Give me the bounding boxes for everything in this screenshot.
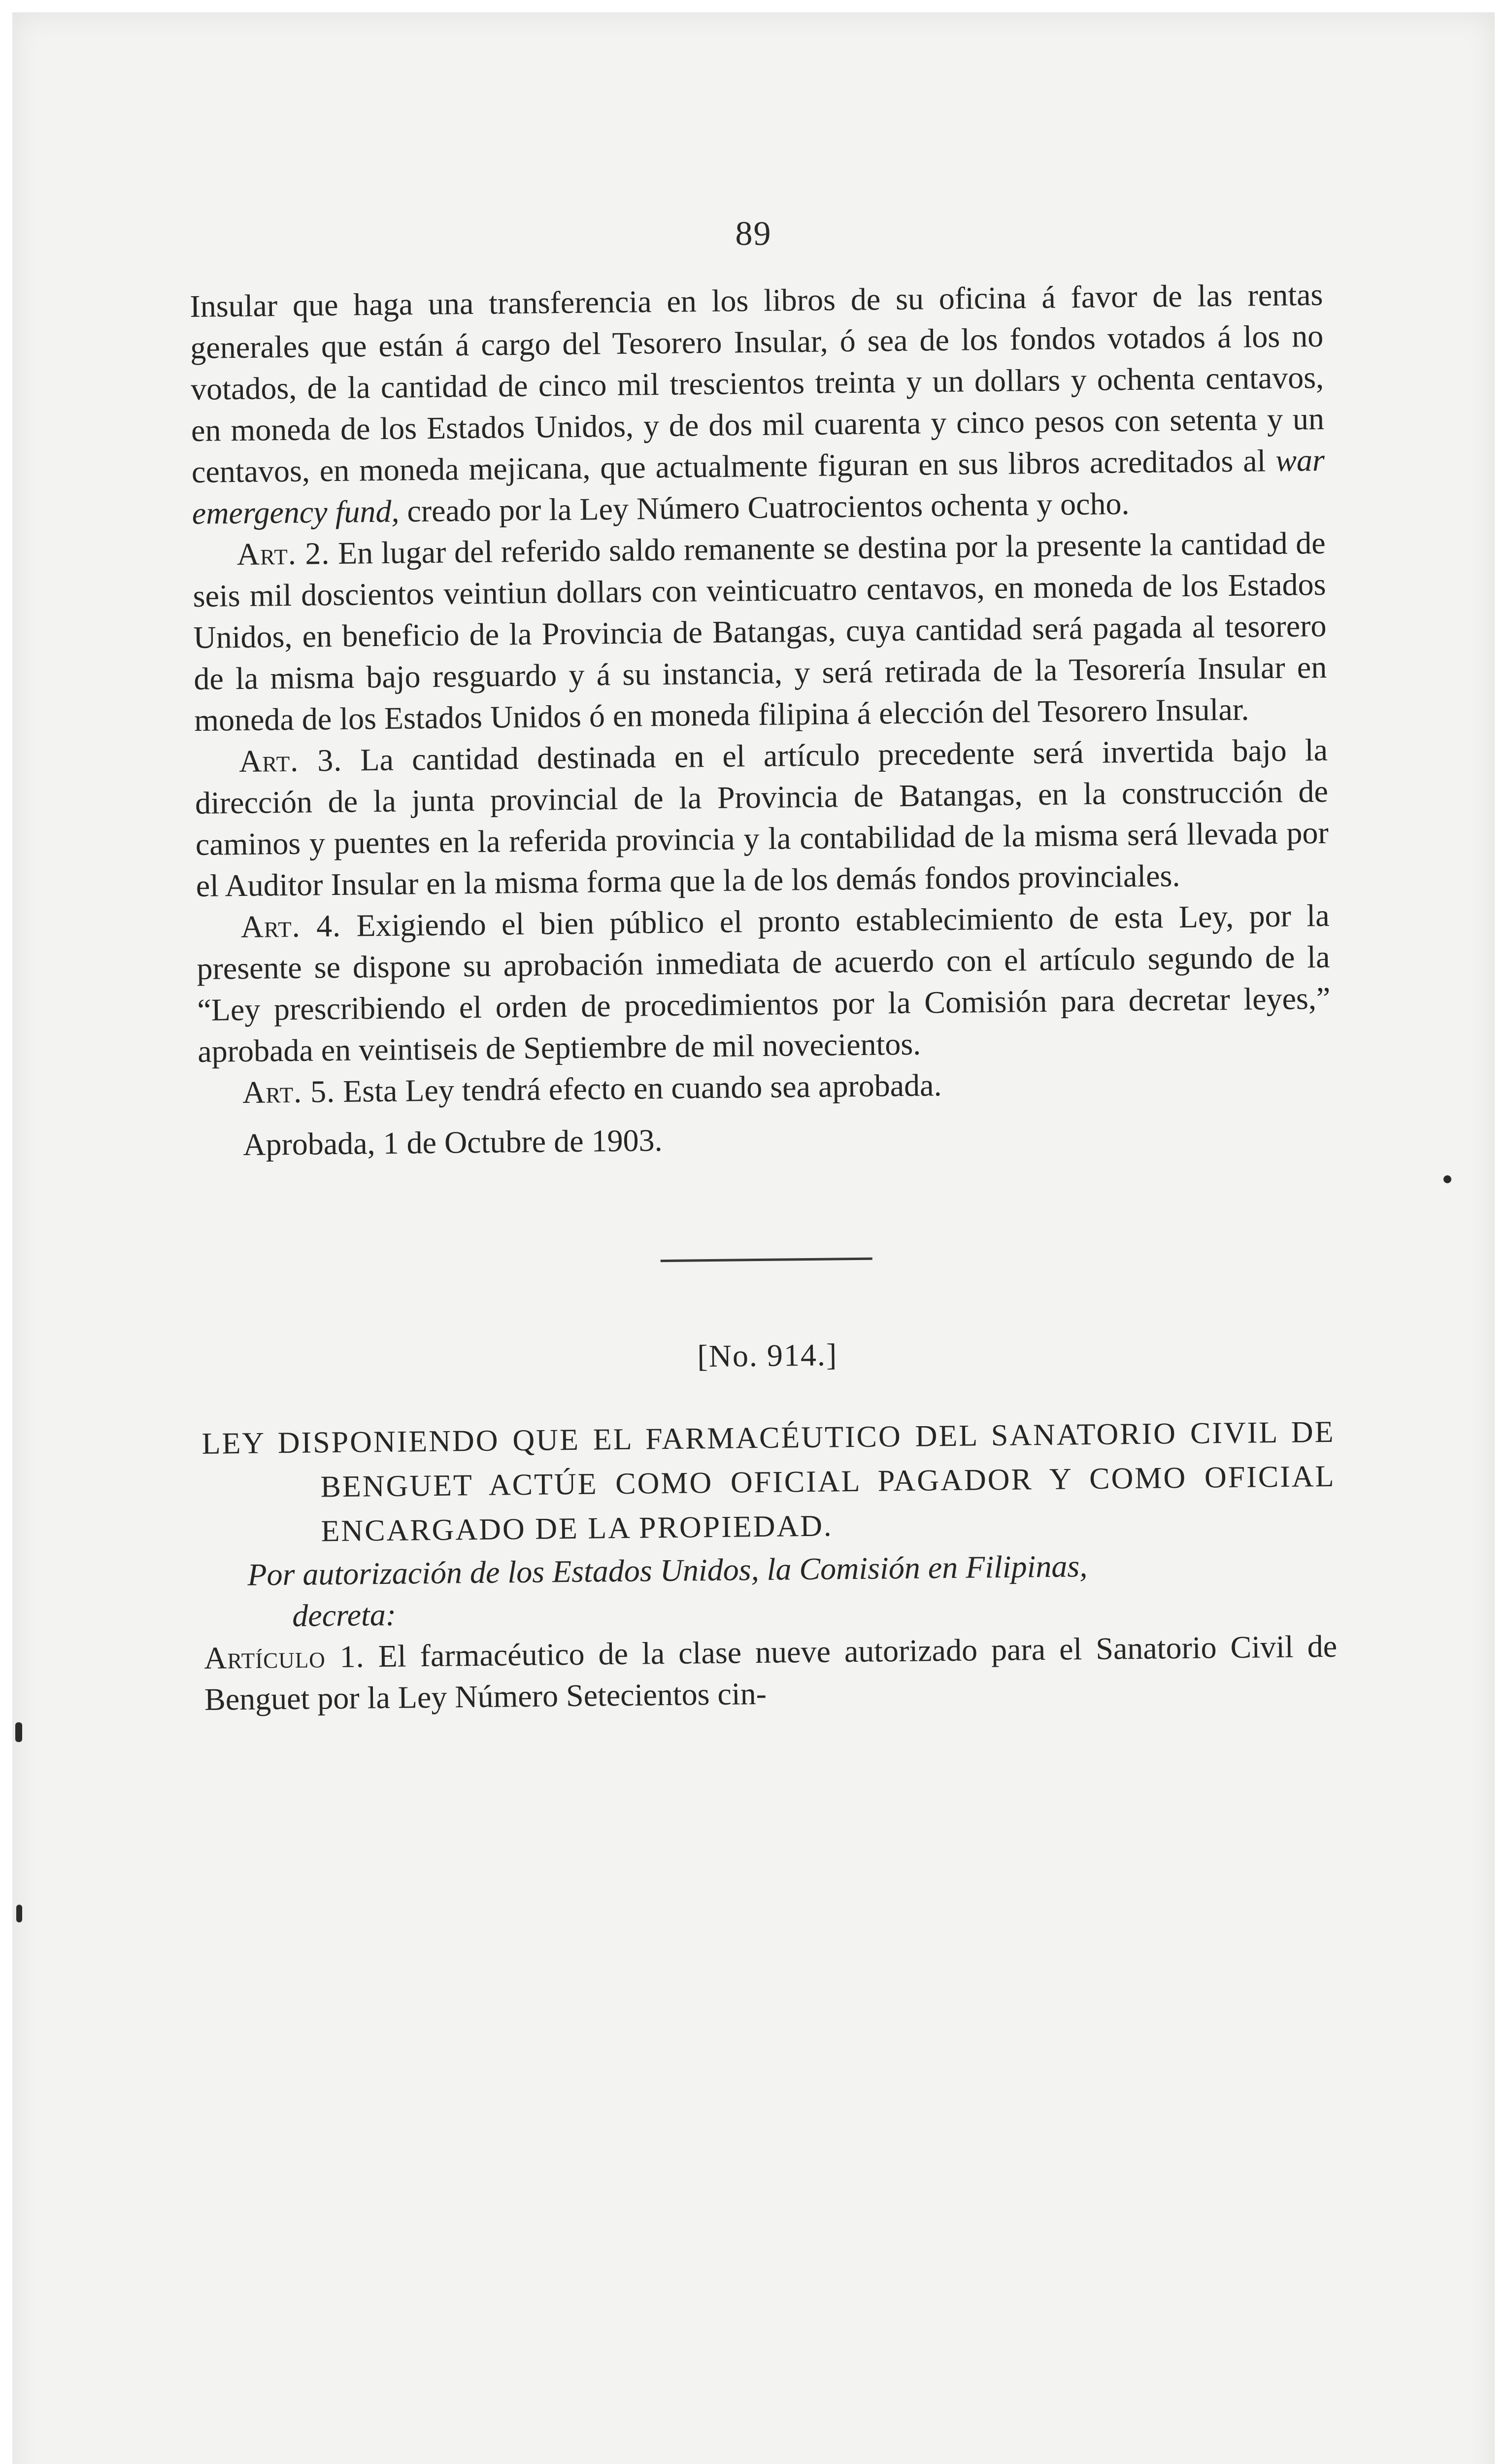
scan-speck	[16, 1905, 22, 1922]
article-label: Artículo 1.	[203, 1639, 365, 1676]
scan-speck	[1443, 1175, 1451, 1183]
article-text: Exigiendo el bien público el pronto establecimiento de esta Ley, por la presente se dispone su aprobación inmediata de acuerdo con el artículo segundo de la “Ley prescribiendo el orden de procedimientos por la Comisión para decretar leyes,” aprobada en veintiseis de Septiembre de mil novecientos.	[197, 897, 1331, 1069]
paragraph-continuation	[190, 274, 1325, 534]
article-text: En lugar del referido saldo remanente se destina por la presente la cantidad de seis mil doscientos veintiun dollars con veinticuatro centavos, en moneda de los Estados Unidos, en beneficio de la Provincia de Batangas, cuya cantidad será pagada al tesorero de la misma bajo resguardo y á su instancia, y será retirada de la Tesorería Insular en moneda de los Estados Unidos ó en moneda filipina á elección del Tesorero Insular.	[193, 525, 1327, 738]
enacting-clause-text: Por autorización de los Estados Unidos, la Comisión en Filipinas,	[247, 1548, 1088, 1592]
enacting-clause	[203, 1543, 1337, 1638]
paragraph-text: Insular que haga una transferencia en los libros de su oficina á favor de las rentas generales que están á cargo del Tesorero Insular, ó sea de los fondos votados á los no votados, de la cantidad de cinco mil trescientos treinta y un dollars y ochenta centavos, en moneda de los Estados Unidos, y de dos mil cuarenta y cinco pesos con setenta y un centavos, en moneda mejicana, que actualmente figuran en sus libros acreditados al	[190, 276, 1325, 489]
law-article-1	[204, 1626, 1338, 1720]
article-label: Art. 2.	[236, 536, 330, 572]
article-4	[196, 895, 1331, 1072]
document-page	[12, 12, 1495, 2464]
paragraph-text-end: creado por la Ley Número Cuatrocientos ochenta y ocho.	[406, 486, 1130, 529]
law-number: [No. 914.]	[697, 1337, 838, 1374]
scan-speck	[15, 1722, 22, 1742]
article-3	[195, 729, 1329, 907]
article-label: Art. 5.	[242, 1074, 335, 1110]
article-label: Art. 3.	[238, 742, 342, 779]
article-label: Art. 4.	[240, 908, 341, 944]
section-divider	[661, 1258, 872, 1263]
article-text: Esta Ley tendrá efecto en cuando sea aprobada.	[342, 1067, 942, 1109]
italic-term: war emergency fund,	[192, 442, 1325, 531]
law-title: LEY DISPONIENDO QUE EL FARMACÉUTICO DEL SANATORIO CIVIL DE BENGUET ACTÚE COMO OFICIAL PAGADOR Y COMO OFICIAL ENCARGADO DE LA PROPIEDAD.	[201, 1415, 1336, 1548]
article-2	[192, 522, 1327, 741]
approval-date: Aprobada, 1 de Octubre de 1903.	[242, 1123, 663, 1162]
article-text: El farmacéutico de la clase nueve autorizado para el Sanatorio Civil de Benguet por la Ley Número Setecientos cin-	[204, 1628, 1338, 1717]
enacting-clause-end: decreta:	[292, 1597, 397, 1633]
document-body	[190, 274, 1338, 1720]
article-text: La cantidad destinada en el artículo precedente será invertida bajo la dirección de la junta provincial de la Provincia de Batangas, en la construcción de caminos y puentes en la referida provincia y la contabilidad de la misma será llevada por el Auditor Insular en la misma forma que la de los demás fondos provinciales.	[195, 732, 1329, 903]
page-number: 89	[735, 215, 772, 253]
